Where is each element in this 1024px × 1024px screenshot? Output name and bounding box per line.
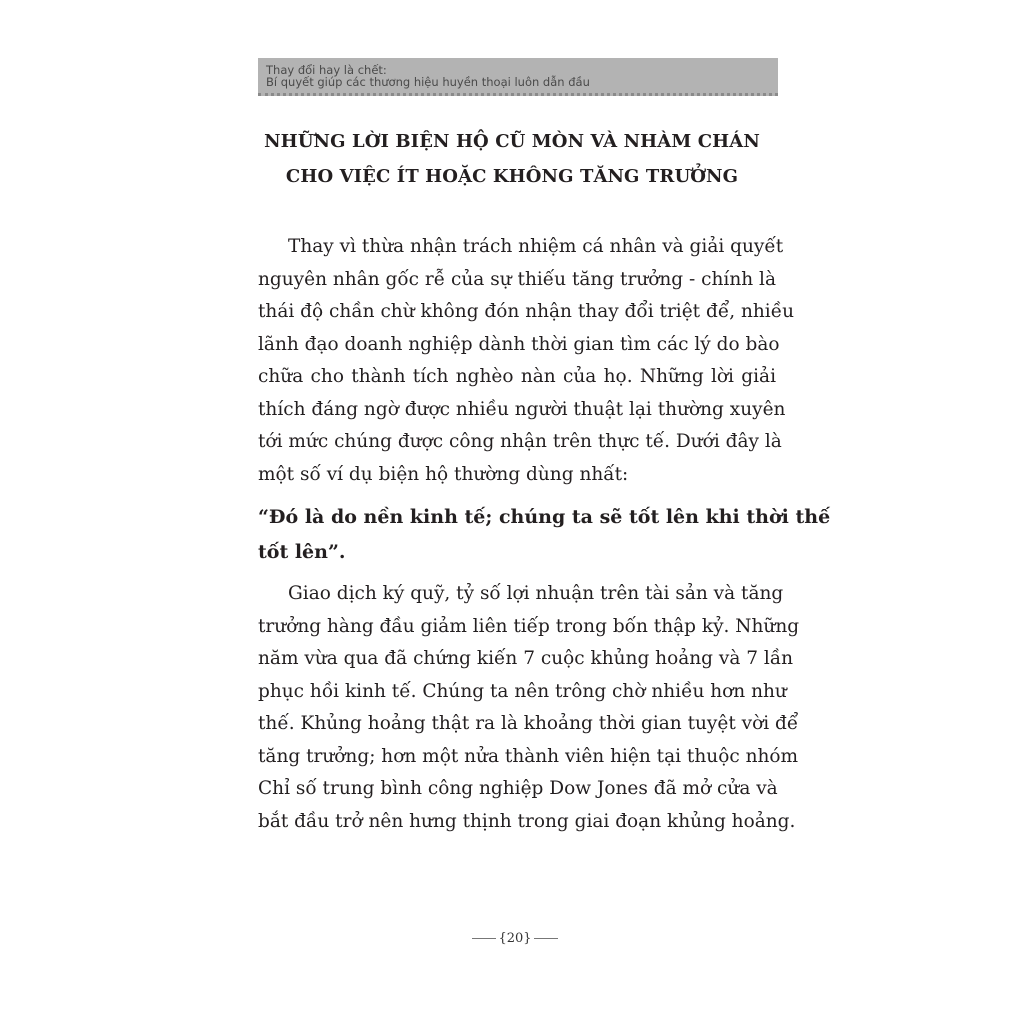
paragraph-line: Giao dịch ký quỹ, tỷ số lợi nhuận trên tài sản và tăng <box>288 583 784 604</box>
paragraph-line: một số ví dụ biện hộ thường dùng nhất: <box>258 463 629 485</box>
paragraph-line: thái độ chần chừ không đón nhận thay đổi triệt để, nhiều <box>258 301 795 322</box>
page-number-text: {20} <box>498 930 532 946</box>
chapter-title-line-2: CHO VIỆC ÍT HOẶC KHÔNG TĂNG TRƯỞNG <box>285 166 739 187</box>
quote-line: tốt lên”. <box>258 541 346 563</box>
paragraph-line: thích đáng ngờ được nhiều người thuật lại thường xuyên <box>258 398 786 420</box>
running-header <box>258 58 778 96</box>
paragraph-line: tới mức chúng được công nhận trên thực tế. Dưới đây là <box>258 431 782 452</box>
paragraph-line: trưởng hàng đầu giảm liên tiếp trong bốn thập kỷ. Những <box>258 615 800 637</box>
chapter-title <box>240 124 784 194</box>
page-number-rule-left <box>472 938 496 939</box>
quote-line: “Đó là do nền kinh tế; chúng ta sẽ tốt lên khi thời thế <box>258 506 831 528</box>
paragraph-line: lãnh đạo doanh nghiệp dành thời gian tìm các lý do bào <box>258 333 780 355</box>
paragraph-line: tăng trưởng; hơn một nửa thành viên hiện tại thuộc nhóm <box>258 745 799 767</box>
paragraph-line: bắt đầu trở nên hưng thịnh trong giai đoạn khủng hoảng. <box>258 810 796 832</box>
paragraph-line: phục hồi kinh tế. Chúng ta nên trông chờ nhiều hơn như <box>258 680 787 702</box>
paragraph-line: Thay vì thừa nhận trách nhiệm cá nhân và giải quyết <box>288 236 784 257</box>
chapter-title-line-1: NHỮNG LỜI BIỆN HỘ CŨ MÒN VÀ NHÀM CHÁN <box>264 131 760 152</box>
paragraph-line: Chỉ số trung bình công nghiệp Dow Jones đã mở cửa và <box>258 778 778 799</box>
paragraph-2 <box>258 578 800 838</box>
paragraph-line: chữa cho thành tích nghèo nàn của họ. Những lời giải <box>258 366 776 387</box>
page-number-rule-right <box>534 938 558 939</box>
paragraph-1 <box>258 231 795 491</box>
page-number <box>460 928 570 948</box>
paragraph-line: nguyên nhân gốc rễ của sự thiếu tăng trưởng - chính là <box>258 268 776 290</box>
running-header-title: Thay đổi hay là chết: <box>266 63 387 77</box>
paragraph-line: năm vừa qua đã chứng kiến 7 cuộc khủng hoảng và 7 lần <box>258 648 794 669</box>
paragraph-line: thế. Khủng hoảng thật ra là khoảng thời gian tuyệt vời để <box>258 713 799 734</box>
running-header-subtitle: Bí quyết giúp các thương hiệu huyền thoại luôn dẫn đầu <box>266 75 590 89</box>
bold-quote <box>258 500 831 570</box>
